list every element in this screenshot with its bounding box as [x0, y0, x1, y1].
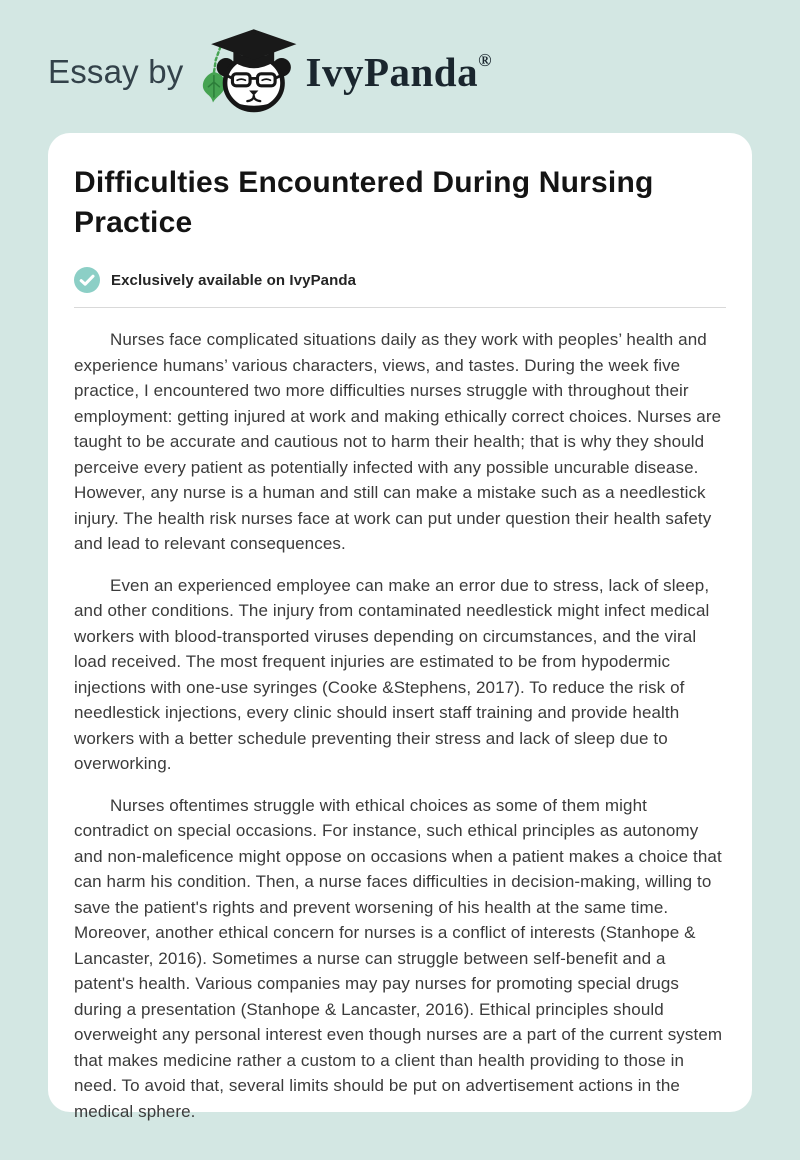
brand-name [306, 48, 493, 96]
essay-paragraph-3: Nurses oftentimes struggle with ethical choices as some of them might contradict on special occasions. For instance, such ethical principles as autonomy and non-maleficence might oppose on occasions when a patient makes a choice that can harm his condition. Then, a nurse faces difficulties in decision-making, willing to save the patient's rights and prevent worsening of his health at the same time. Moreover, another ethical concern for nurses is a conflict of interests (Stanhope & Lancaster, 2016). Sometimes a nurse can struggle between self-benefit and a patent's health. Various companies may pay nurses for promoting special drugs during a presentation (Stanhope & Lancaster, 2016). Ethical principles should overweight any personal interest even though nurses are a part of the current system that makes medicine rather a custom to a client than health providing to those in need. To avoid that, several limits should be put on advertisement actions in the medical sphere. [74, 795, 723, 1121]
ivypanda-logo-link[interactable] [200, 28, 493, 116]
essay-card [48, 133, 752, 1121]
divider [74, 307, 726, 308]
site-header [0, 0, 800, 118]
availability-row [74, 267, 726, 293]
availability-text: Exclusively available on IvyPanda [111, 271, 357, 289]
registered-trademark: ® [478, 50, 493, 70]
essay-paragraph-2: Even an experienced employee can make an error due to stress, lack of sleep, and other conditions. The injury from contaminated needlestick might infect medical workers with blood-transported viruses depending on circumstances, and the viral load received. The most frequent injuries are estimated to be from hypodermic injections with one-use syringes (Cooke &Stephens, 2017). To reduce the risk of needlestick injections, every clinic should insert staff training and provide health workers with a better schedule preventing their stress and lack of sleep due to overworking. [74, 575, 710, 774]
essay-paragraph-1: Nurses face complicated situations daily as they work with peoples’ health and experience humans’ various characters, views, and tastes. During the week five practice, I encountered two more difficulties nurses struggle with throughout their employment: getting injured at work and making ethically correct choices. Nurses are taught to be accurate and cautious not to harm their health; that is why they should perceive every patient as potentially infected with any possible uncurable disease. However, any nurse is a human and still can make a mistake such as a needlestick injury. The health risk nurses face at work can put under question their health safety and lead to relevant consequences. [74, 330, 722, 554]
essay-body [74, 327, 726, 1124]
ivypanda-graduate-panda-icon [200, 26, 302, 116]
check-icon [74, 267, 100, 293]
brand-wordmark: IvyPanda [305, 49, 479, 95]
page-title: Difficulties Encountered During Nursing Practice [74, 166, 654, 240]
essay-by-label: Essay by [48, 53, 184, 90]
